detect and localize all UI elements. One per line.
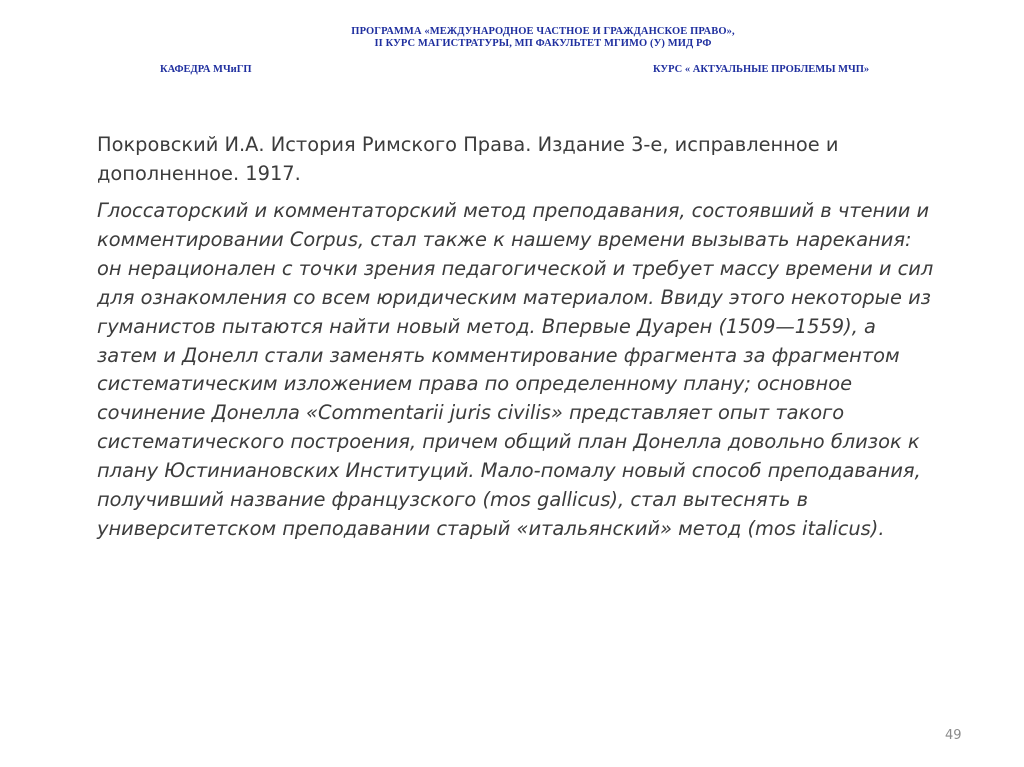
page-number: 49 bbox=[945, 728, 962, 743]
source-citation: Покровский И.А. История Римского Права. Издание 3-е, исправленное и дополненное. 1917. bbox=[97, 133, 839, 185]
slide-body bbox=[97, 131, 937, 544]
program-title-line-2: II КУРС МАГИСТРАТУРЫ, МП ФАКУЛЬТЕТ МГИМО (У) МИД РФ bbox=[374, 38, 712, 49]
program-title-line-1: ПРОГРАММА «МЕЖДУНАРОДНОЕ ЧАСТНОЕ И ГРАЖДАНСКОЕ ПРАВО», bbox=[351, 26, 735, 37]
course-label: КУРС « АКТУАЛЬНЫЕ ПРОБЛЕМЫ МЧП» bbox=[653, 64, 870, 75]
department-label: КАФЕДРА МЧиГП bbox=[160, 64, 252, 75]
quoted-paragraph: Глоссаторский и комментаторский метод преподавания, состоявший в чтении и комментировании Corpus, стал также к нашему времени вызывать нарекания: он нерационален с точки зрения педагогической и требует массу времени и сил для ознакомления со всем юридическим материалом. Ввиду этого некоторые из гуманистов пытаются найти новый метод. Впервые Дуарен (1509—1559), а затем и Донелл стали заменять комментирование фрагмента за фрагментом систематическим изложением права по определенному плану; основное сочинение Донелла «Commentarii juris civilis» представляет опыт такого систематического построения, причем общий план Донелла довольно близок к плану Юстиниановских Институций. Мало-помалу новый способ преподавания, получивший название французского (mos gallicus), стал вытеснять в университетском преподавании старый «итальянский» метод (mos italicus). bbox=[97, 199, 934, 540]
